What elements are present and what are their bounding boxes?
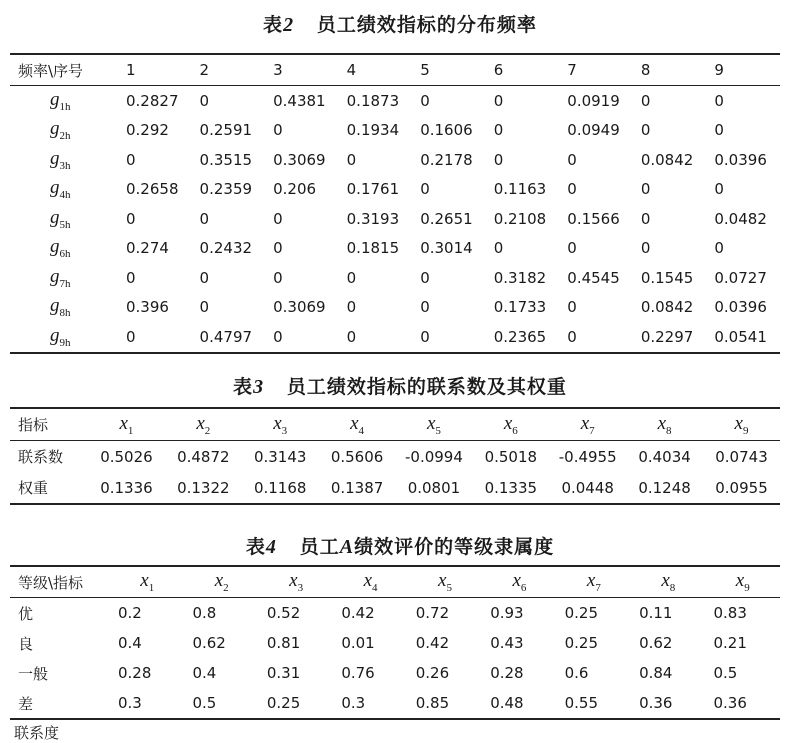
table2-cell: 0.2108 xyxy=(493,209,547,228)
table4-cell: 0.4 xyxy=(192,664,217,682)
table2-row-label xyxy=(10,86,118,116)
variable-subscript: 8 xyxy=(669,581,676,594)
table2-cell: 0 xyxy=(199,298,210,317)
table2-col-header: 4 xyxy=(346,61,357,79)
variable-symbol: x xyxy=(273,412,282,434)
table3-col-header xyxy=(165,408,242,441)
table2-cell: 0.2432 xyxy=(199,239,253,258)
table2-cell: 0.4381 xyxy=(273,91,326,110)
table2-cell: 0.4545 xyxy=(567,268,620,287)
table2-cell: 0 xyxy=(126,209,136,228)
table3-col-header xyxy=(626,408,703,441)
table4-cell: 0.5 xyxy=(192,694,217,712)
table2-cell: 0 xyxy=(640,209,651,228)
table3-col-header xyxy=(88,408,165,441)
table2-cell: 0 xyxy=(126,150,136,169)
variable-symbol: g xyxy=(50,177,60,199)
table2-col-header: 3 xyxy=(273,61,283,79)
variable-symbol: x xyxy=(426,412,436,434)
table2-caption xyxy=(0,10,800,37)
variable-subscript: 5 xyxy=(435,424,441,437)
table4-row-label: 良 xyxy=(18,634,34,653)
table3 xyxy=(10,407,780,505)
table4-corner-header: 等级\指标 xyxy=(18,573,84,592)
table2-cell: 0 xyxy=(493,150,504,169)
table4-cell: 0.25 xyxy=(564,634,599,652)
table4-cell: 0.84 xyxy=(639,664,673,682)
table4-cell: 0.81 xyxy=(266,634,301,652)
table4-cell: 0.5 xyxy=(713,664,738,682)
table2-cell: 0 xyxy=(273,121,283,140)
table4-col-header xyxy=(706,566,781,598)
table2-cell: 0.1934 xyxy=(346,121,400,140)
variable-subscript: 1 xyxy=(127,424,134,437)
table2-cell: 0.3193 xyxy=(346,209,400,228)
variable-subscript: 3 xyxy=(297,581,304,594)
table2-cell: 0.0949 xyxy=(567,121,620,140)
variable-symbol: g xyxy=(50,295,60,317)
table4-row-label: 一般 xyxy=(18,664,49,683)
table4-caption-prefix: 表 xyxy=(245,536,266,558)
table2-cell: 0 xyxy=(199,268,210,287)
footer-text: 联系度 xyxy=(14,724,60,742)
table2-cell: 0 xyxy=(714,91,724,110)
table3-cell: 0.1168 xyxy=(253,478,307,497)
table2-cell: 0.292 xyxy=(126,121,169,140)
table2-cell: 0.274 xyxy=(126,239,169,258)
table4-row xyxy=(10,598,780,629)
variable-symbol: x xyxy=(503,412,513,434)
table3-cell: 0.4872 xyxy=(177,447,230,466)
variable-subscript: 6h xyxy=(59,248,71,261)
table3-col-header xyxy=(703,408,780,441)
table2-caption-number: 2 xyxy=(283,14,295,36)
variable-subscript: 7 xyxy=(589,424,595,437)
table2-col-header: 5 xyxy=(420,61,430,79)
table2-cell: 0.0396 xyxy=(714,298,767,317)
table4-cell: 0.25 xyxy=(564,604,599,622)
variable-symbol: x xyxy=(734,412,743,434)
variable-symbol: x xyxy=(657,412,667,434)
table3-cell: 0.0801 xyxy=(407,478,461,497)
table4-cell: 0.52 xyxy=(266,604,301,622)
variable-symbol: x xyxy=(580,412,590,434)
variable-symbol: g xyxy=(50,206,60,228)
table2-cell: 0.0541 xyxy=(714,327,767,346)
table2-cell: 0 xyxy=(493,121,504,140)
table2-caption-prefix: 表 xyxy=(263,14,284,36)
table4-cell: 0.36 xyxy=(713,694,747,712)
table4-cell: 0.28 xyxy=(118,664,152,682)
table2-cell: 0 xyxy=(640,239,651,258)
variable-subscript: 9 xyxy=(742,424,749,437)
variable-subscript: 5 xyxy=(446,581,452,594)
table3-col-header xyxy=(319,408,396,441)
variable-subscript: 2 xyxy=(204,424,211,437)
table2-row xyxy=(10,322,780,353)
table2-cell: 0.2359 xyxy=(199,180,253,199)
table4-cell: 0.85 xyxy=(415,694,450,712)
table2-cell: 0 xyxy=(640,121,651,140)
table2-row xyxy=(10,145,780,175)
table2-cell: 0.2651 xyxy=(420,209,473,228)
table2-cell: 0 xyxy=(346,268,357,287)
table4-cell: 0.93 xyxy=(490,604,524,622)
table2-row xyxy=(10,175,780,205)
table4-col-header xyxy=(482,566,556,598)
variable-symbol: x xyxy=(196,412,205,434)
table2-cell: 0 xyxy=(199,209,210,228)
table2-row-label xyxy=(10,293,118,323)
table2-cell: 0 xyxy=(346,327,357,346)
table4-cell: 0.25 xyxy=(266,694,301,712)
variable-symbol: x xyxy=(661,570,670,592)
table3-cell: 0.5018 xyxy=(484,447,538,466)
table4-cell: 0.42 xyxy=(341,604,375,622)
table3-caption-prefix: 表 xyxy=(233,376,254,398)
variable-subscript: 3h xyxy=(59,159,71,172)
table2-cell: 0 xyxy=(567,298,577,317)
variable-symbol: x xyxy=(512,570,521,592)
table2-cell: 0 xyxy=(273,268,283,287)
table2-cell: 0.3515 xyxy=(199,150,253,169)
table4-caption-mid: 员工 xyxy=(299,536,340,558)
table3-cell: 0.5606 xyxy=(330,447,384,466)
table3-cell: 0.1387 xyxy=(330,478,384,497)
table4-header-row xyxy=(10,566,780,598)
table3-row-label: 权重 xyxy=(18,479,49,497)
table4 xyxy=(10,565,780,720)
table2-cell: 0.2178 xyxy=(420,150,473,169)
table3-cell: 0.1336 xyxy=(100,478,153,497)
variable-subscript: 6 xyxy=(512,424,518,437)
table4-cell: 0.43 xyxy=(490,634,524,652)
table2-header-row xyxy=(10,54,780,86)
table4-cell: 0.3 xyxy=(341,694,366,712)
table3-caption-number: 3 xyxy=(253,376,265,398)
variable-subscript: 9h xyxy=(59,336,71,349)
variable-subscript: 8 xyxy=(666,424,672,437)
table4-cell: 0.8 xyxy=(192,604,217,622)
variable-subscript: 4 xyxy=(372,581,378,594)
table2-cell: 0.1566 xyxy=(567,209,620,228)
table2-cell: 0.1733 xyxy=(493,298,547,317)
table4-col-header xyxy=(110,566,184,598)
table4-col-header xyxy=(184,566,258,598)
table2-cell: 0.206 xyxy=(273,180,317,199)
table4-row-label: 差 xyxy=(18,694,34,713)
table4-col-header xyxy=(259,566,333,598)
variable-symbol: x xyxy=(350,412,359,434)
table2-row xyxy=(10,204,780,234)
variable-subscript: 6 xyxy=(520,581,527,594)
table2-cell: 0.2365 xyxy=(493,327,547,346)
table4-cell: 0.31 xyxy=(266,664,301,682)
variable-symbol: g xyxy=(50,118,60,140)
table3-row xyxy=(10,472,780,504)
table2-col-header: 8 xyxy=(640,61,651,79)
table4-cell: 0.28 xyxy=(490,664,524,682)
variable-symbol: x xyxy=(586,570,596,592)
table3-caption-title: 员工绩效指标的联系数及其权重 xyxy=(286,376,567,398)
table2-row xyxy=(10,263,780,293)
table2-col-header: 6 xyxy=(493,61,504,79)
table2-cell: 0.1606 xyxy=(420,121,473,140)
table4-row-label: 优 xyxy=(18,604,34,623)
table3-cell: 0.5026 xyxy=(100,447,153,466)
table2-cell: 0.2658 xyxy=(126,180,179,199)
table3-col-header xyxy=(472,408,549,441)
table4-cell: 0.55 xyxy=(564,694,599,712)
table2-row xyxy=(10,86,780,116)
table2-cell: 0 xyxy=(273,239,283,258)
table4-cell: 0.83 xyxy=(713,604,747,622)
table2-row-label xyxy=(10,234,118,264)
table2-cell: 0 xyxy=(714,121,724,140)
table2-cell: 0 xyxy=(493,239,504,258)
table2-row-label xyxy=(10,204,118,234)
table2-cell: 0 xyxy=(567,180,577,199)
table2-cell: 0.3069 xyxy=(273,150,326,169)
table2-col-header: 9 xyxy=(714,61,724,79)
table2-cell: 0.3069 xyxy=(273,298,326,317)
table4-col-header xyxy=(631,566,705,598)
table4-cell: 0.6 xyxy=(564,664,589,682)
table2-cell: 0 xyxy=(346,150,357,169)
variable-subscript: 1h xyxy=(59,100,71,113)
table3-caption xyxy=(0,372,800,399)
table4-cell: 0.42 xyxy=(415,634,450,652)
variable-symbol: x xyxy=(363,570,372,592)
table2-row xyxy=(10,116,780,146)
variable-symbol: g xyxy=(50,236,60,258)
table2-cell: 0 xyxy=(346,298,357,317)
variable-symbol: g xyxy=(50,147,60,169)
table2-cell: 0 xyxy=(640,180,651,199)
table2-corner-header: 频率\序号 xyxy=(18,61,84,80)
variable-symbol: x xyxy=(140,570,149,592)
table2-cell: 0.2827 xyxy=(126,91,179,110)
variable-symbol: x xyxy=(214,570,224,592)
table2 xyxy=(10,53,780,354)
table4-col-header xyxy=(408,566,482,598)
table2-row-label xyxy=(10,145,118,175)
table2-cell: 0.2297 xyxy=(640,327,694,346)
variable-symbol: g xyxy=(50,88,60,110)
table2-cell: 0 xyxy=(420,298,430,317)
table2-row-label xyxy=(10,175,118,205)
table3-col-header xyxy=(242,408,319,441)
variable-symbol: x xyxy=(289,570,298,592)
table2-caption-title: 员工绩效指标的分布频率 xyxy=(316,14,537,36)
table2-cell: 0 xyxy=(714,239,724,258)
table2-row-label xyxy=(10,263,118,293)
table2-col-header: 7 xyxy=(567,61,577,79)
variable-subscript: 4 xyxy=(358,424,365,437)
variable-subscript: 5h xyxy=(59,218,71,231)
table2-cell: 0 xyxy=(126,268,136,287)
table2-cell: 0 xyxy=(714,180,724,199)
variable-symbol: x xyxy=(735,570,745,592)
variable-subscript: 9 xyxy=(744,581,750,594)
table2-cell: 0 xyxy=(420,91,430,110)
table4-cell: 0.21 xyxy=(713,634,747,652)
table2-cell: 0 xyxy=(567,327,577,346)
table2-cell: 0.1163 xyxy=(493,180,547,199)
table3-cell: 0.0448 xyxy=(561,478,614,497)
table3-corner-header: 指标 xyxy=(18,416,49,434)
table3-cell: -0.4955 xyxy=(558,447,617,466)
table2-cell: 0 xyxy=(640,91,651,110)
variable-symbol: g xyxy=(50,324,60,346)
table2-row xyxy=(10,234,780,264)
table2-cell: 0 xyxy=(567,239,577,258)
table2-cell: 0 xyxy=(126,327,136,346)
variable-symbol: x xyxy=(119,412,128,434)
table4-cell: 0.72 xyxy=(415,604,450,622)
table2-cell: 0.0842 xyxy=(640,150,694,169)
table4-caption-number: 4 xyxy=(265,536,277,558)
table2-cell: 0 xyxy=(273,327,283,346)
table2-cell: 0.3182 xyxy=(493,268,547,287)
table2-cell: 0.3014 xyxy=(420,239,473,258)
table2-cell: 0.0842 xyxy=(640,298,694,317)
table2-row-label xyxy=(10,116,118,146)
table4-row xyxy=(10,658,780,688)
variable-subscript: 7 xyxy=(595,581,601,594)
table4-cell: 0.2 xyxy=(118,604,142,622)
table2-cell: 0.1815 xyxy=(346,239,400,258)
table2-col-header: 1 xyxy=(126,61,136,79)
table2-cell: 0 xyxy=(493,91,504,110)
variable-subscript: 1 xyxy=(148,581,155,594)
table4-cell: 0.48 xyxy=(490,694,524,712)
table3-row-label: 联系数 xyxy=(18,448,64,466)
table3-cell: 0.4034 xyxy=(638,447,691,466)
variable-subscript: 3 xyxy=(281,424,288,437)
table2-cell: 0.4797 xyxy=(199,327,253,346)
table3-cell: 0.1335 xyxy=(484,478,538,497)
variable-subscript: 2 xyxy=(223,581,229,594)
table3-col-header xyxy=(549,408,626,441)
table4-col-header xyxy=(557,566,631,598)
table4-cell: 0.62 xyxy=(639,634,673,652)
table4-caption-title: 绩效评价的等级隶属度 xyxy=(354,536,555,558)
table2-cell: 0.396 xyxy=(126,298,169,317)
table4-cell: 0.4 xyxy=(118,634,142,652)
table2-cell: 0 xyxy=(420,268,430,287)
table2-cell: 0 xyxy=(199,91,210,110)
table2-cell: 0.2591 xyxy=(199,121,253,140)
variable-subscript: 2h xyxy=(59,130,71,143)
variable-subscript: 8h xyxy=(59,307,71,320)
table2-cell: 0 xyxy=(273,209,283,228)
table4-cell: 0.62 xyxy=(192,634,226,652)
table4-cell: 0.11 xyxy=(639,604,673,622)
table4-cell: 0.3 xyxy=(118,694,142,712)
table2-cell: 0.0919 xyxy=(567,91,620,110)
table2-row xyxy=(10,293,780,323)
table4-cell: 0.26 xyxy=(415,664,450,682)
variable-symbol: x xyxy=(438,570,447,592)
table2-cell: 0.1545 xyxy=(640,268,694,287)
variable-symbol: g xyxy=(50,265,60,287)
table3-cell: 0.1248 xyxy=(638,478,691,497)
table2-cell: 0.1761 xyxy=(346,180,400,199)
table4-cell: 0.76 xyxy=(341,664,375,682)
table2-cell: 0.0396 xyxy=(714,150,767,169)
table2-cell: 0.1873 xyxy=(346,91,400,110)
table4-col-header xyxy=(333,566,407,598)
table3-cell: 0.3143 xyxy=(253,447,307,466)
table3-col-header xyxy=(396,408,473,441)
table2-cell: 0 xyxy=(567,150,577,169)
table3-cell: -0.0994 xyxy=(404,447,463,466)
table3-cell: 0.0743 xyxy=(715,447,768,466)
table2-cell: 0 xyxy=(420,180,430,199)
table2-cell: 0.0482 xyxy=(714,209,767,228)
table4-cell: 0.36 xyxy=(639,694,673,712)
table4-row xyxy=(10,628,780,658)
table3-cell: 0.0955 xyxy=(715,478,768,497)
table2-col-header: 2 xyxy=(199,61,210,79)
table2-row-label xyxy=(10,322,118,353)
table2-cell: 0.0727 xyxy=(714,268,767,287)
variable-subscript: 4h xyxy=(59,189,71,202)
table3-header-row xyxy=(10,408,780,441)
table4-row xyxy=(10,688,780,719)
table3-cell: 0.1322 xyxy=(177,478,230,497)
variable-subscript: 7h xyxy=(59,277,71,290)
table4-caption xyxy=(0,532,800,559)
table2-cell: 0 xyxy=(420,327,430,346)
table3-row xyxy=(10,441,780,473)
table4-caption-letter: A xyxy=(339,536,355,558)
table4-cell: 0.01 xyxy=(341,634,375,652)
